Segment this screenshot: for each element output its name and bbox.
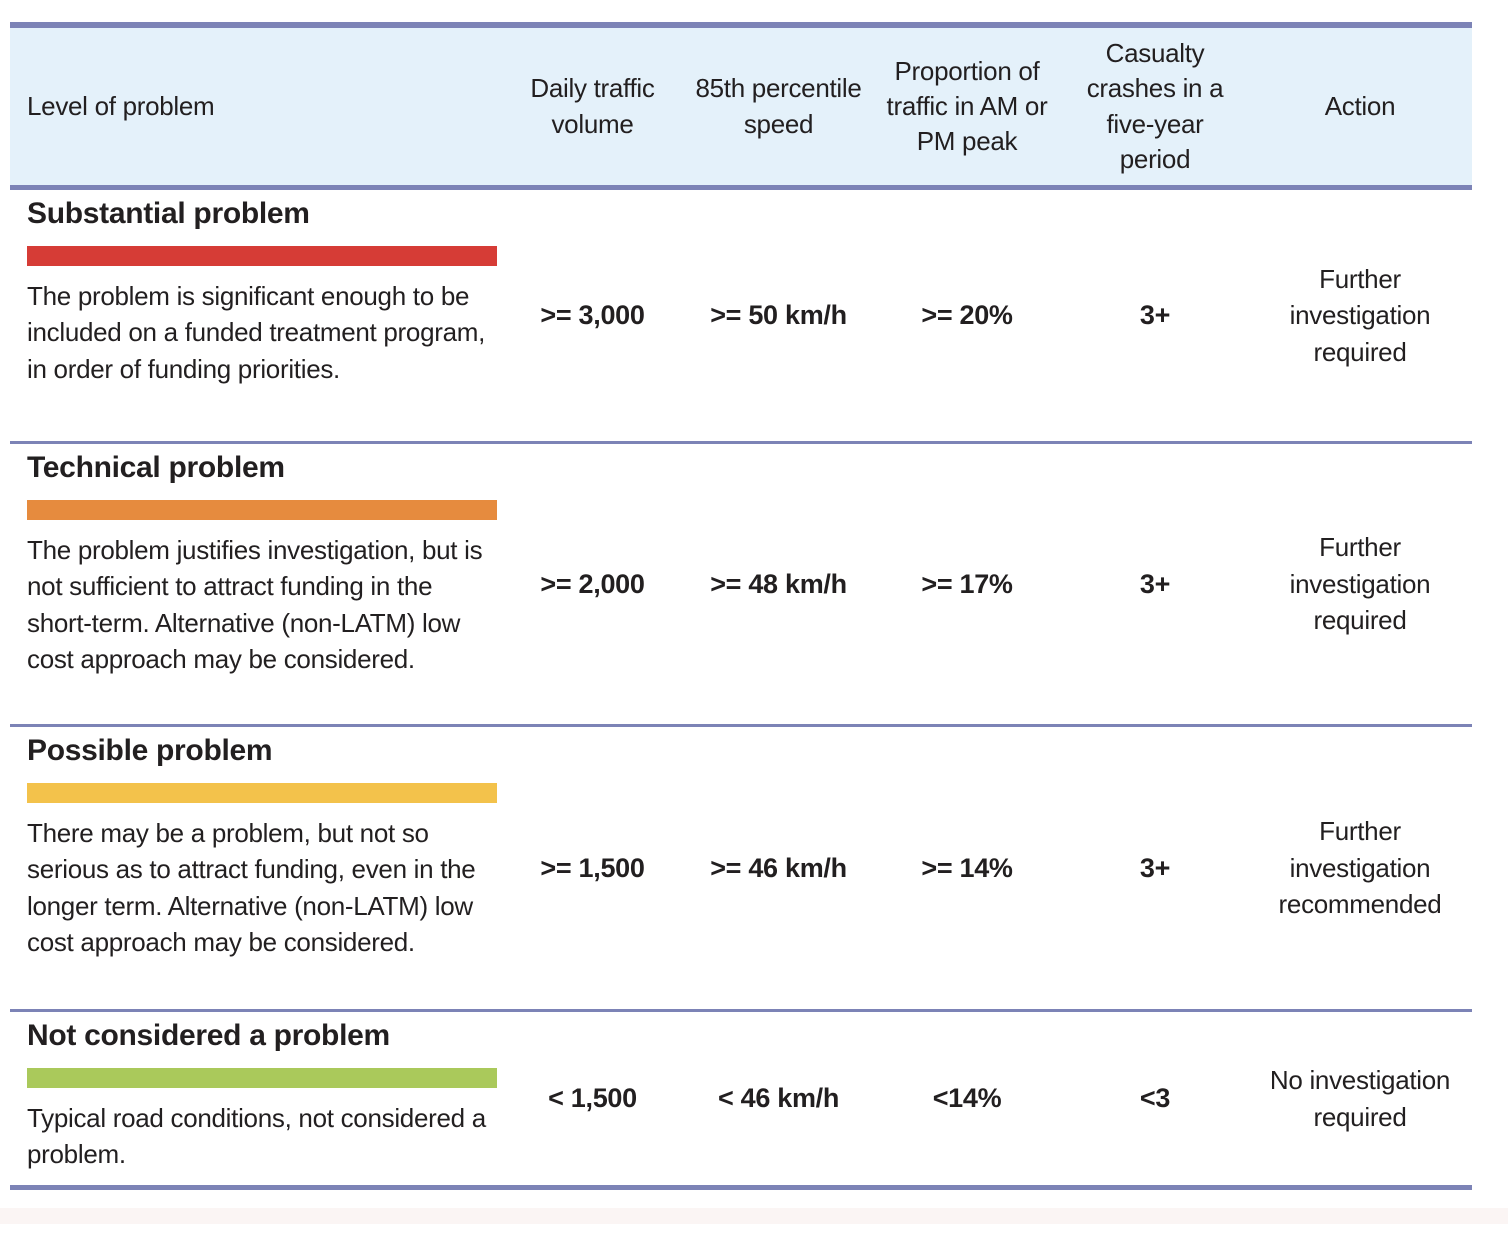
severity-color-bar: [27, 1068, 497, 1088]
severity-color-bar: [27, 246, 497, 266]
peak-proportion-cell: <14%: [932, 1083, 1002, 1113]
daily-traffic-volume-cell: >= 3,000: [540, 300, 645, 330]
level-description: There may be a problem, but not so serious as to attract funding, even in the longer term. Alternative (non-LATM) low cost approach may be considered.: [27, 818, 476, 958]
action-cell: Further investigation recommended: [1278, 816, 1442, 920]
level-cell: [10, 1012, 500, 1185]
table-row-possible-problem: [10, 727, 1472, 1012]
peak-proportion-cell: >= 17%: [921, 568, 1013, 599]
daily-traffic-volume-cell: >= 2,000: [540, 568, 645, 599]
page-bottom-strip: [0, 1208, 1508, 1224]
percentile-speed-cell: >= 46 km/h: [710, 852, 847, 883]
casualty-crashes-cell: 3+: [1139, 852, 1171, 883]
casualty-crashes-cell: <3: [1139, 1083, 1171, 1113]
action-cell: Further investigation required: [1289, 532, 1431, 636]
peak-proportion-cell: >= 14%: [921, 852, 1013, 883]
peak-proportion-cell: >= 20%: [921, 300, 1013, 330]
level-description: The problem is significant enough to be included on a funded treatment program, in order of funding priorities.: [27, 281, 486, 384]
percentile-speed-cell: >= 50 km/h: [710, 300, 847, 330]
level-cell: [10, 727, 500, 1009]
level-title: Substantial problem: [27, 197, 310, 230]
table-row-technical-problem: [10, 444, 1472, 727]
level-cell: [10, 190, 500, 441]
percentile-speed-cell: < 46 km/h: [717, 1083, 840, 1113]
level-title: Technical problem: [27, 451, 285, 484]
level-description: The problem justifies investigation, but is not sufficient to attract funding in the short-term. Alternative (non-LATM) low cost approach may be considered.: [27, 535, 483, 675]
daily-traffic-volume-cell: < 1,500: [548, 1083, 637, 1113]
action-cell: No investigation required: [1269, 1065, 1451, 1132]
problem-level-table: [10, 22, 1472, 1190]
column-header-level-of-problem: Level of problem: [27, 90, 215, 121]
casualty-crashes-cell: 3+: [1139, 568, 1171, 599]
daily-traffic-volume-cell: >= 1,500: [540, 852, 645, 883]
column-header-casualty-crashes: Casualty crashes in a five-year period: [1086, 38, 1224, 174]
column-header-daily-traffic-volume: Daily traffic volume: [530, 73, 655, 139]
severity-color-bar: [27, 500, 497, 520]
action-cell: Further investigation required: [1289, 263, 1431, 367]
column-header-action: Action: [1324, 90, 1396, 121]
casualty-crashes-cell: 3+: [1139, 300, 1171, 330]
level-title: Not considered a problem: [27, 1019, 390, 1052]
table-row-substantial-problem: [10, 190, 1472, 444]
severity-color-bar: [27, 783, 497, 803]
table-row-not-considered-a-problem: [10, 1012, 1472, 1190]
level-title: Possible problem: [27, 734, 273, 767]
percentile-speed-cell: >= 48 km/h: [710, 568, 847, 599]
column-header-peak-proportion: Proportion of traffic in AM or PM peak: [886, 55, 1048, 157]
level-description: Typical road conditions, not considered a problem.: [27, 1103, 486, 1170]
column-header-percentile-speed: 85th percentile speed: [695, 73, 862, 139]
level-cell: [10, 444, 500, 724]
table-header-row: [10, 22, 1472, 190]
